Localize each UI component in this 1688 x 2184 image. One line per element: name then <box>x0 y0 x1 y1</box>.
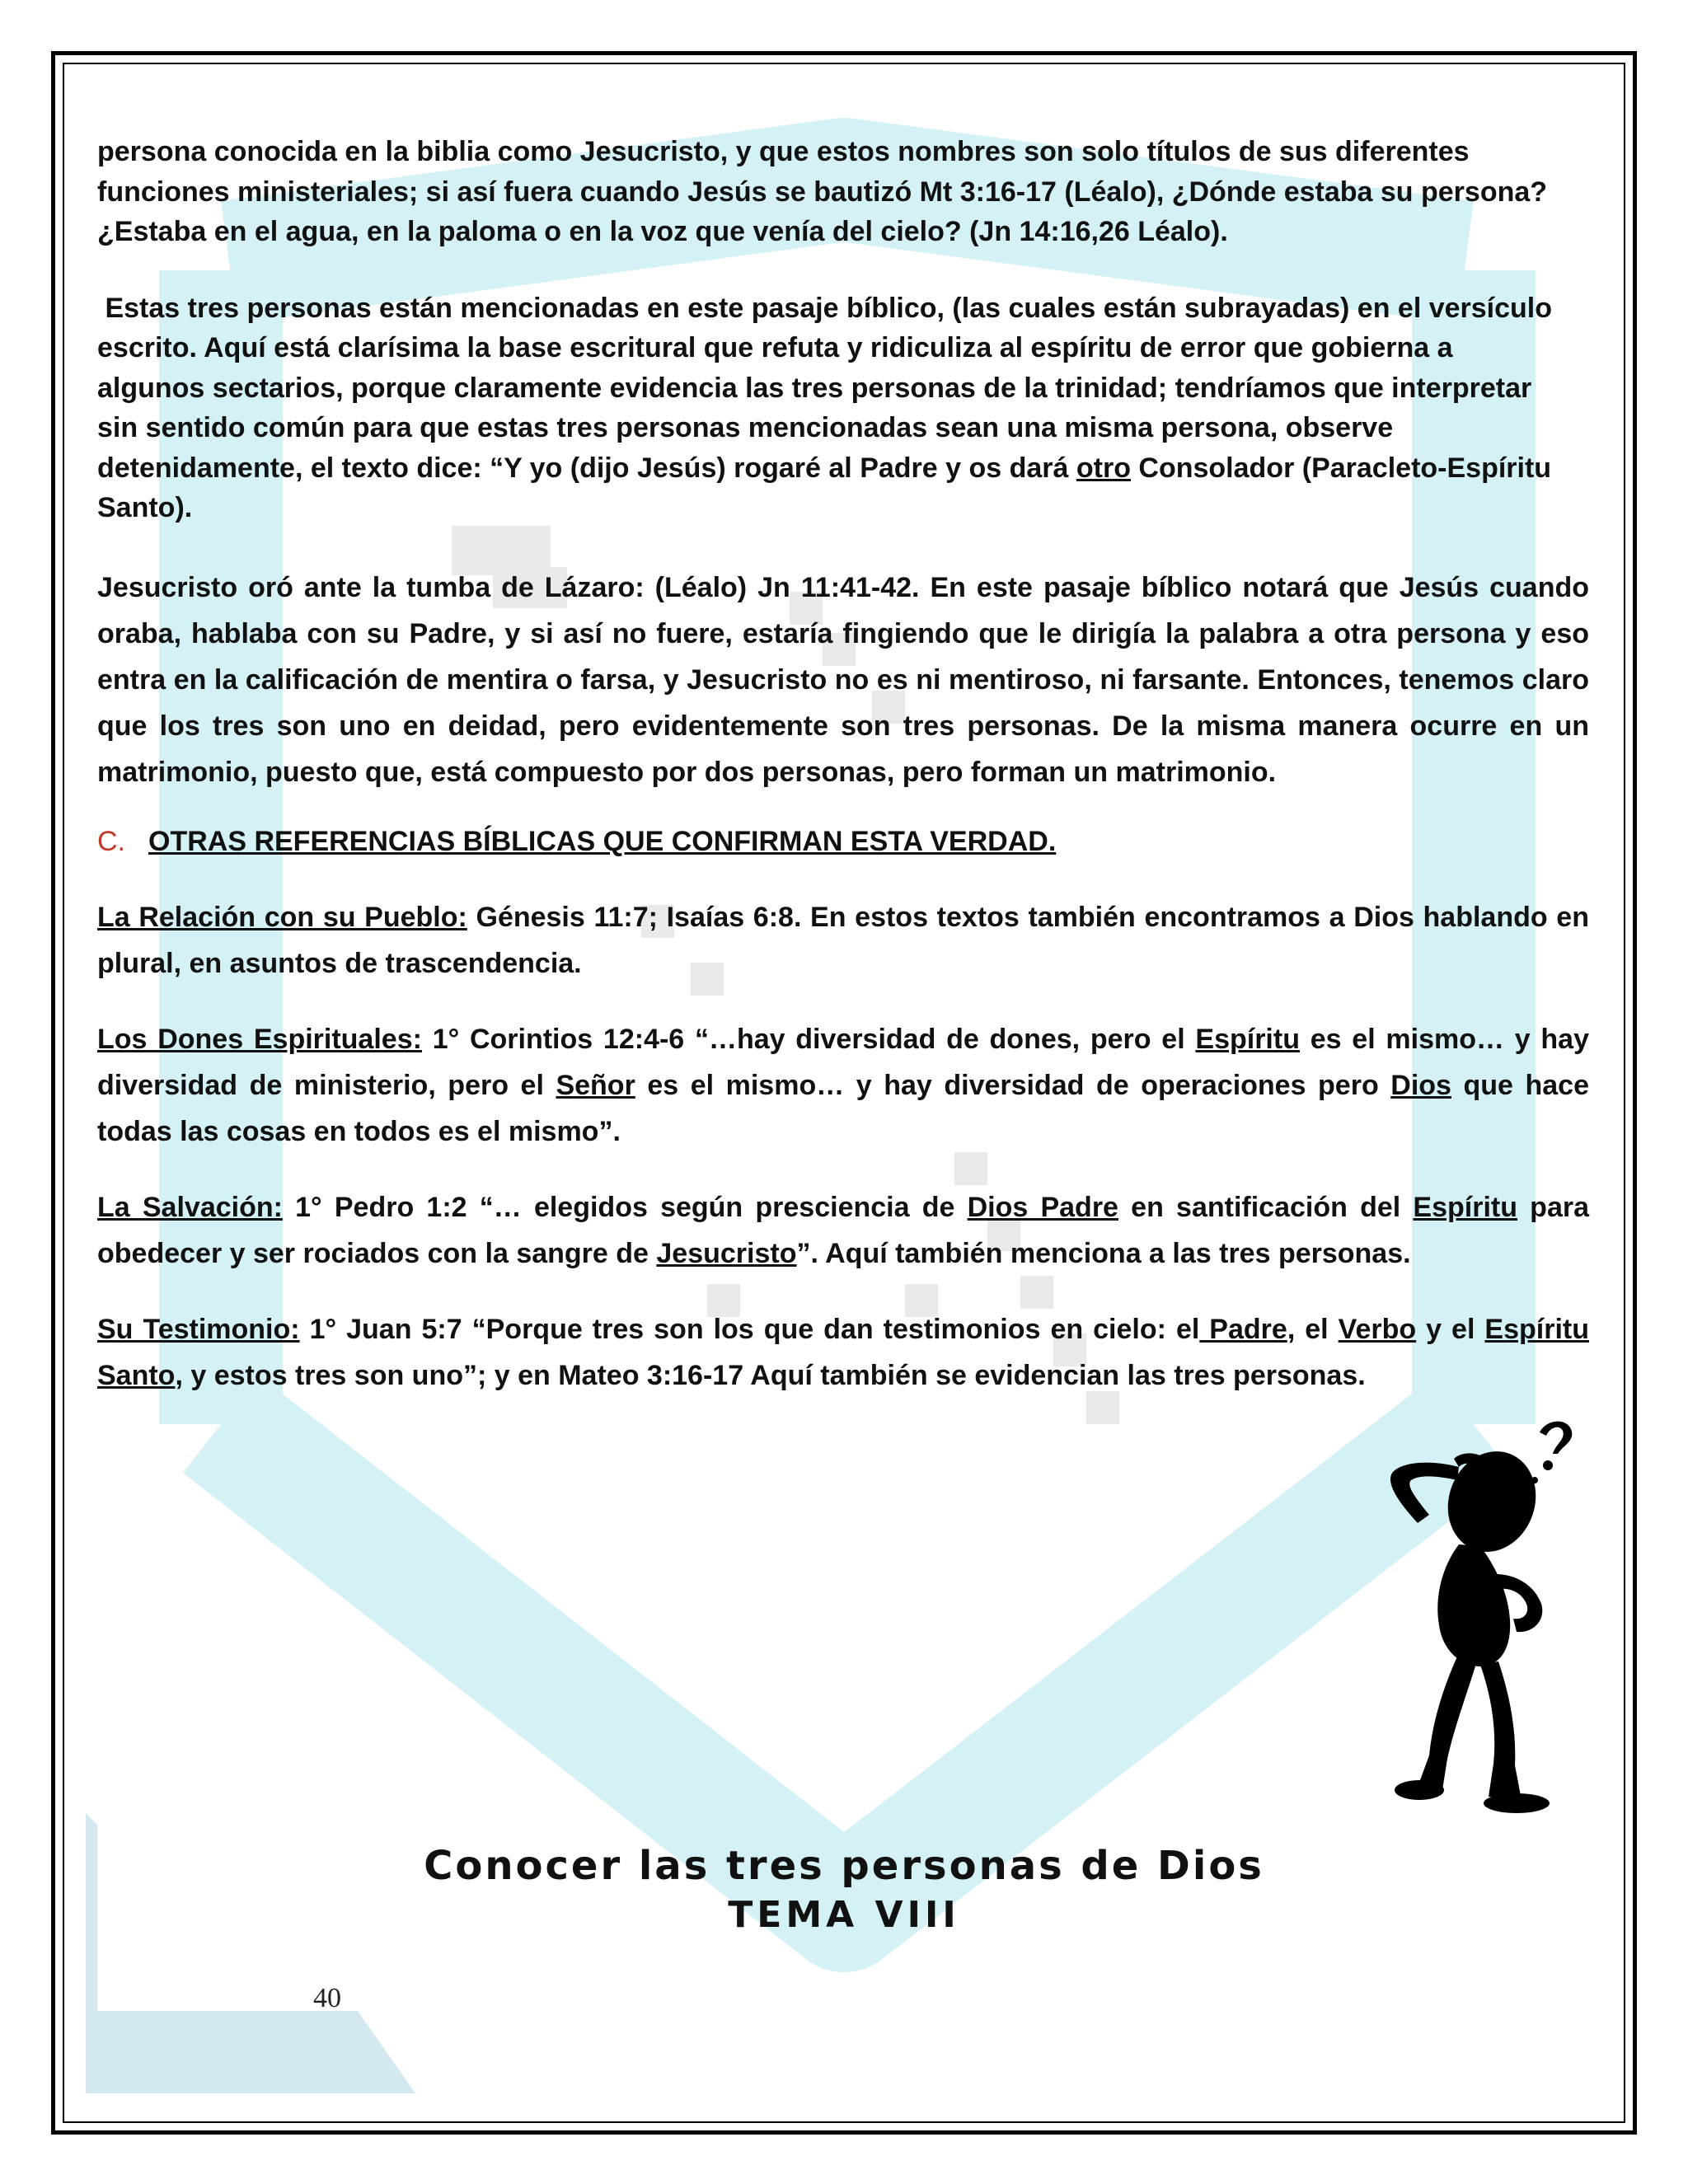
text-line: persona conocida en la biblia como Jesucristo, y que estos nombres son solo títulos de sus diferentes <box>97 136 1470 167</box>
ref-text: Génesis 11:7; Isaías 6:8. En estos textos también encontramos a Dios hablando en plural, en asuntos de trascendencia. <box>97 901 1589 979</box>
underlined-word: Dios Padre <box>967 1191 1118 1223</box>
underlined-word: Señor <box>556 1069 635 1101</box>
ref-text: , el <box>1287 1313 1339 1345</box>
text-line: algunos sectarios, porque claramente evidencia las tres personas de la trinidad; tendríamos que interpretar <box>97 372 1532 404</box>
ref-text: 1° Juan 5:7 “Porque tres son los que dan testimonios en cielo: el <box>299 1313 1200 1345</box>
ref-text: es el mismo… y hay diversidad de operaciones pero <box>635 1069 1391 1101</box>
section-letter: C. <box>97 825 125 857</box>
ref-testimonio <box>97 1306 1589 1399</box>
section-title: OTRAS REFERENCIAS BÍBLICAS QUE CONFIRMAN ESTA VERDAD. <box>148 825 1057 857</box>
ref-text: para obedecer y ser rociados con la sangre de <box>97 1191 1590 1269</box>
underlined-word: Verbo <box>1338 1313 1417 1345</box>
text-line <box>97 448 1589 489</box>
text-line: funciones ministeriales; si así fuera cuando Jesús se bautizó Mt 3:16-17 (Léalo), ¿Dónde estaba su persona? <box>97 176 1548 208</box>
text-line: Santo). <box>97 492 193 523</box>
ref-label: La Relación con su Pueblo: <box>97 901 467 933</box>
thinking-stick-figure-icon <box>1319 1409 1591 1821</box>
ref-text: y el <box>1416 1313 1485 1345</box>
ref-text: , y estos tres son uno”; y en Mateo 3:16-17 Aquí también se evidencian las tres personas. <box>175 1359 1366 1391</box>
paragraph-three-persons <box>97 288 1589 528</box>
page-number: 40 <box>313 1983 341 2013</box>
underlined-word: Espíritu <box>1413 1191 1517 1223</box>
ref-relacion <box>97 894 1589 987</box>
text-line: escrito. Aquí está clarísima la base escritural que refuta y ridiculiza al espíritu de error que gobierna a <box>97 332 1453 363</box>
text-line: sin sentido común para que estas tres personas mencionadas sean una misma persona, observe <box>97 412 1394 443</box>
ref-dones <box>97 1016 1589 1155</box>
ref-text: en santificación del <box>1118 1191 1414 1223</box>
text-span: Consolador (Paracleto-Espíritu <box>1130 452 1552 484</box>
ref-salvacion <box>97 1184 1589 1277</box>
underlined-word: Padre <box>1199 1313 1287 1345</box>
ref-label: La Salvación: <box>97 1191 283 1223</box>
paragraph-intro <box>97 132 1589 252</box>
underlined-word: Dios <box>1390 1069 1451 1101</box>
ref-text: 1° Pedro 1:2 “… elegidos según presciencia de <box>282 1191 968 1223</box>
page-content <box>97 132 1589 1399</box>
underlined-word: otro <box>1076 452 1131 484</box>
ref-text: es el mismo… y hay diversidad de ministerio, pero el <box>97 1023 1589 1101</box>
underlined-word: Espíritu <box>1195 1023 1300 1055</box>
footer-subtitle: TEMA VIII <box>728 1894 960 1936</box>
ref-text: ”. Aquí también menciona a las tres personas. <box>796 1237 1411 1269</box>
underlined-word: Jesucristo <box>656 1237 797 1269</box>
section-c-heading <box>97 818 1589 865</box>
underlined-word: Espíritu Santo <box>97 1313 1589 1391</box>
ref-text: 1° Corintios 12:4-6 “…hay diversidad de dones, pero el <box>421 1023 1196 1055</box>
ref-text: que hace todas las cosas en todos es el mismo”. <box>97 1069 1589 1147</box>
paragraph-lazaro: Jesucristo oró ante la tumba de Lázaro: (Léalo) Jn 11:41-42. En este pasaje bíblico notará que Jesús cuando oraba, hablaba con su Padre, y si así no fuere, estaría fingiendo que le dirigía la palabra a otra persona y eso entra en la calificación de mentira o farsa, y Jesucristo no es ni mentiroso, ni farsante. Entonces, tenemos claro que los tres son uno en deidad, pero evidentemente son tres personas. De la misma manera ocurre en un matrimonio, puesto que, está compuesto por dos personas, pero forman un matrimonio. <box>97 571 1589 788</box>
footer-title: Conocer las tres personas de Dios <box>424 1843 1264 1889</box>
ref-label: Los Dones Espirituales: <box>97 1023 422 1055</box>
text-span: detenidamente, el texto dice: “Y yo (dijo Jesús) rogaré al Padre y os dará <box>97 452 1076 484</box>
text-line: Estas tres personas están mencionadas en este pasaje bíblico, (las cuales están subrayadas) en el versículo <box>97 292 1553 324</box>
text-line: ¿Estaba en el agua, en la paloma o en la voz que venía del cielo? (Jn 14:16,26 Léalo). <box>97 216 1228 247</box>
ref-label: Su Testimonio: <box>97 1313 300 1345</box>
